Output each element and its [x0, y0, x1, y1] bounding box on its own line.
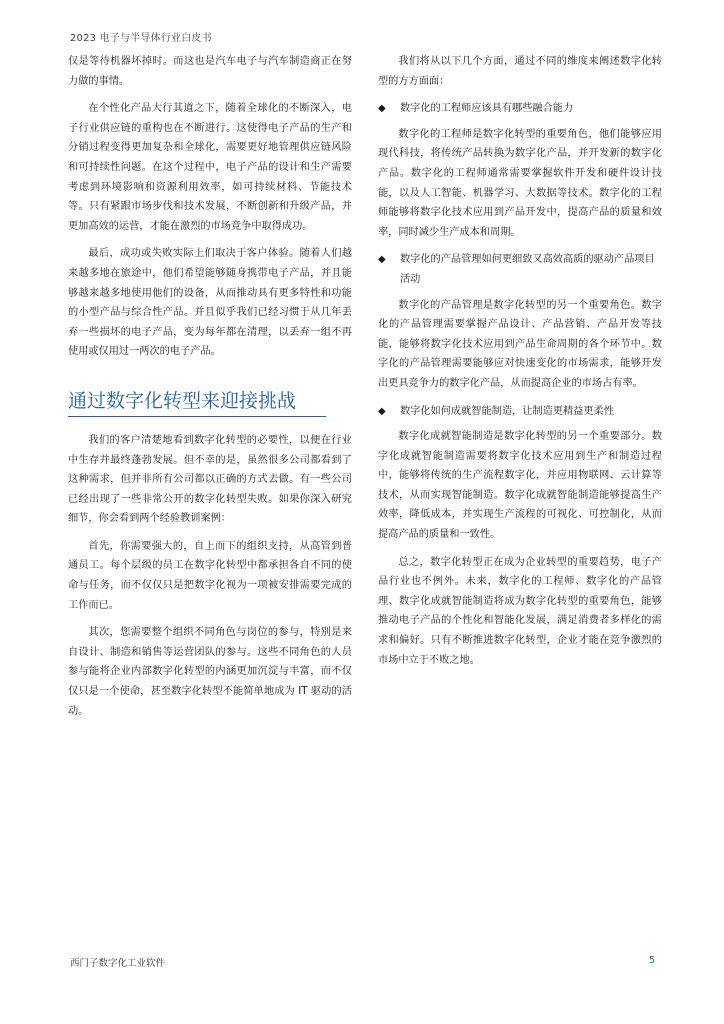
bullet-item	[378, 402, 662, 422]
diamond-bullet-icon: ◆	[378, 254, 386, 266]
paragraph: 我们的客户清楚地看到数字化转型的必要性，以便在行业中生存并最终蓬勃发展。但不幸的是，虽然很多公司都看到了这种需求，但并非所有公司都以正确的方式去做。有一些公司已经出现了一些非常公开的数字化转型失败。如果你深入研究细节，你会看到两个经验教训案例：	[68, 434, 352, 525]
section-heading: 通过数字化转型来迎接挑战	[68, 388, 326, 417]
diamond-bullet-icon: ◆	[378, 103, 386, 115]
paragraph: 仅是等待机器坏掉时。而这也是汽车电子与汽车制造商正在努力做的事情。	[68, 56, 352, 87]
page-number: 5	[649, 955, 656, 966]
paragraph: 总之，数字化转型正在成为企业转型的重要趋势，电子产品行业也不例外。未来，数字化的工程师、数字化的产品管理、数字化成就智能制造将成为数字化转型的重要角色，能够推动电子产品的个性化和智能化发展，满足消费者多样化的需求和偏好。只有不断推进数字化转型，企业才能在竞争激烈的市场中立于不败之地。	[378, 556, 662, 666]
paragraph: 其次，您需要整个组织不同角色与岗位的参与，特别是来自设计、制造和销售等运营团队的参与。这些不同角色的人员参与能将企业内部数字化转型的内涵更加沉淀与丰富，而不仅仅只是一个使命，甚至数字化转型不能简单地成为 IT 驱动的活动。	[68, 627, 352, 717]
bullet-title: 数字化如何成就智能制造，让制造更精益更柔性	[400, 405, 614, 417]
left-column	[68, 52, 352, 729]
right-column	[378, 52, 662, 678]
diamond-bullet-icon: ◆	[378, 405, 386, 417]
document-header: 2023 电子与半导体行业白皮书	[70, 33, 212, 44]
paragraph: 数字化成就智能制造是数字化转型的另一个重要部分。数字化成就智能制造需要将数字化技术应用到生产和制造过程中，能够将传统的生产流程数字化，并应用物联网、云计算等技术，从而实现智能制造。数字化成就智能制造能够提高生产效率，降低成本，并实现生产流程的可视化、可控制化，从而提高产品的质量和一致性。	[378, 431, 662, 541]
bullet-title: 数字化的产品管理如何更细致又高效高质的驱动产品项目活动	[400, 254, 655, 285]
paragraph: 数字化的产品管理是数字化转型的另一个重要角色。数字化的产品管理需要掌握产品设计、产品营销、产品开发等技能，能够将数字化技术应用到产品生命周期的各个环节中。数字化的产品管理需要能够应对快速变化的市场需求，能够开发出更具竞争力的数字化产品，从而提高企业的市场占有率。	[378, 299, 662, 389]
bullet-item	[378, 250, 662, 289]
paragraph: 最后，成功或失败实际上们取决于客户体验。随着人们越来越多地在旅途中，他们希望能够随身携带电子产品，并且能够越来越多地使用他们的设备，从而推动具有更多特性和功能的小型产品与综合性产品。并且似乎我们已经习惯于从几年丢弃一些损坏的电子产品，变为每年都在清理，以丢弃一组不再使用或仅用过一两次的电子产品。	[68, 248, 352, 358]
footer-company: 西门子数字化工业软件	[70, 958, 166, 969]
bullet-title: 数字化的工程师应该具有哪些融合能力	[400, 103, 574, 115]
bullet-item	[378, 99, 662, 119]
paragraph: 数字化的工程师是数字化转型的重要角色，他们能够应用现代科技，将传统产品转换为数字化产品，并开发新的数字化产品。数字化的工程师通常需要掌握软件开发和硬件设计技能，以及人工智能、机器学习、大数据等技术。数字化的工程师能够将数字化技术应用到产品开发中，提高产品的质量和效率，同时减少生产成本和周期。	[378, 128, 662, 238]
paragraph: 首先，你需要强大的，自上而下的组织支持，从高管到普通员工。每个层级的员工在数字化转型中都承担各自不同的使命与任务，而不仅仅只是把数字化视为一项被安排需要完成的工作而已。	[68, 540, 352, 611]
paragraph: 我们将从以下几个方面，通过不同的维度来阐述数字化转型的方方面面：	[378, 56, 662, 87]
paragraph: 在个性化产品大行其道之下，随着全球化的不断深入，电子行业供应链的重构也在不断进行。这使得电子产品的生产和分销过程变得更加复杂和全球化，需要更好地管理供应链风险和可持续性问题。在这个过程中，电子产品的设计和生产需要考虑到环境影响和资源利用效率，如可持续材料、节能技术等。只有紧跟市场步伐和技术发展，不断创新和升级产品，并更加高效的运营，才能在激烈的市场竞争中取得成功。	[68, 103, 352, 232]
